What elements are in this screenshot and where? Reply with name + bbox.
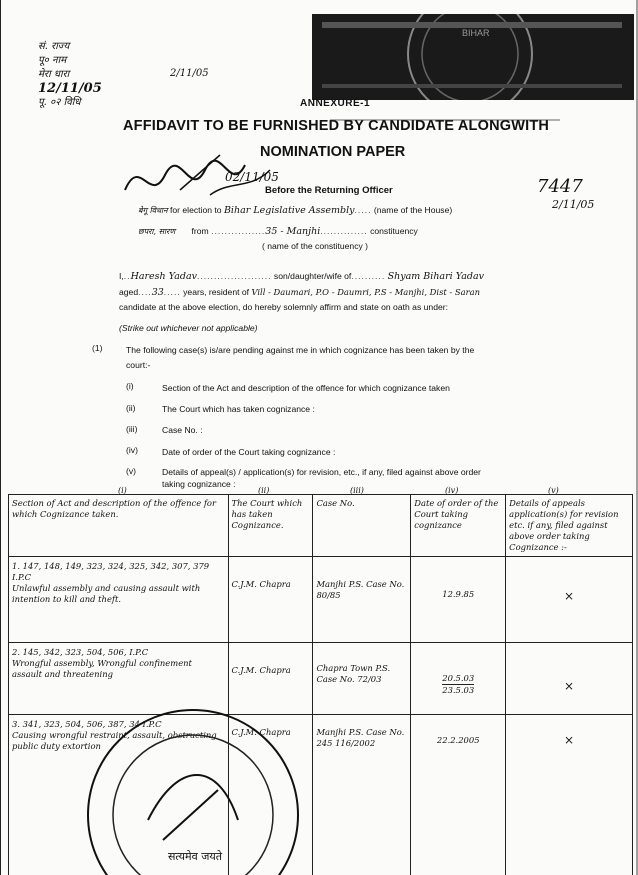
signature-date: 02/11/05	[225, 170, 279, 184]
col-number: (iii)	[350, 486, 364, 495]
left-top-date: 2/11/05	[170, 68, 209, 79]
house-suffix: (name of the House)	[373, 205, 453, 215]
court-cell: C.J.M. Chapra	[228, 557, 313, 643]
header-cell: Case No.	[313, 495, 411, 557]
house-value: Bihar Legislative Assembly	[223, 205, 355, 216]
deponent-name-line: I,..Haresh Yadav...................... son/daughter/wife of.......... Shyam Bihari Yadav	[119, 271, 485, 282]
clause-item-num: (i)	[126, 381, 134, 391]
court-cell: C.J.M. Chapra	[228, 643, 313, 715]
document-title: AFFIDAVIT TO BE FURNISHED BY CANDIDATE ALONGWITH	[123, 118, 550, 134]
left-note-line: मेरा धारा	[38, 69, 70, 80]
header-cell: The Court which has taken Cognizance.	[228, 495, 313, 557]
header-cell: Date of order of the Court taking cognizance	[411, 495, 506, 557]
header-cell: Details of appeals application(s) for revision etc. if any, filed against above order taking Cognizance :-	[506, 495, 633, 557]
clause-item-text: Section of the Act and description of the offence for which cognizance taken	[162, 383, 450, 393]
date-cell	[411, 643, 506, 715]
clause-item-text: Date of order of the Court taking cognizance :	[162, 447, 336, 457]
table-header-row	[9, 495, 633, 557]
table-row	[9, 557, 633, 643]
document-subtitle: NOMINATION PAPER	[260, 144, 406, 160]
date-cell: 22.2.2005	[411, 715, 506, 875]
residence-value: Vill - Daumari, P.O - Daumri, P.S - Manjhi, Dist - Saran	[251, 287, 481, 297]
date-text-2: 23.5.03	[442, 685, 475, 695]
from-label: from	[191, 226, 209, 236]
case-cell: Manjhi P.S. Case No. 245 116/2002	[313, 715, 411, 875]
left-note-line: सं. राज्य	[38, 41, 70, 52]
date-cell: 12.9.85	[411, 557, 506, 643]
years-label: years, resident of	[183, 287, 250, 297]
constituency-caption: ( name of the constituency )	[262, 241, 369, 251]
hindi-line2: छपरा, सारण	[138, 227, 176, 236]
strike-line: (Strike out whichever not applicable)	[119, 323, 258, 333]
details-cell: ×	[506, 643, 633, 715]
description-text: Unlawful assembly and causing assault with intention to kill and theft.	[12, 583, 201, 604]
constituency-value: 35 - Manjhi	[265, 226, 321, 237]
before-returning-officer: Before the Returning Officer	[265, 185, 393, 196]
section-text: 1. 147, 148, 149, 323, 324, 325, 342, 307, 379 I.P.C	[12, 561, 210, 582]
col-number: (iv)	[445, 486, 459, 495]
deponent-age-line: aged....33..... years, resident of Vill - Daumari, P.O - Daumri, P.S - Manjhi, Dist - Saran	[119, 287, 481, 298]
clause-item-text: Case No. :	[162, 425, 203, 435]
clause-text: The following case(s) is/are pending against me in which cognizance has been taken by the	[126, 345, 475, 355]
clause-item-num: (ii)	[126, 403, 136, 413]
name-value: Haresh Yadav	[130, 271, 197, 282]
col-number: (ii)	[258, 486, 270, 495]
section-text: 2. 145, 342, 323, 504, 506, I.P.C	[12, 647, 149, 657]
clause-text-2: court:-	[126, 360, 151, 370]
court-cell: C.J.M. Chapra	[228, 715, 313, 875]
left-note-line: 12/11/05	[38, 81, 102, 96]
header-cell: Section of Act and description of the offence for which Cognizance taken.	[9, 495, 229, 557]
constituency-line: छपरा, सारण from ................35 - Manjhi.............. constituency	[138, 226, 418, 237]
serial-number: 7447	[537, 176, 583, 197]
age-value: 33	[151, 287, 164, 298]
stamp-text: BIHAR	[462, 28, 490, 38]
col-number: (i)	[118, 486, 127, 495]
aged-label: aged	[119, 287, 139, 297]
parent-value: Shyam Bihari Yadav	[387, 271, 485, 282]
description-text: Wrongful assembly, Wrongful confinement assault and threatening	[12, 658, 192, 679]
for-election-label: for election to	[169, 205, 222, 215]
annexure-label: ANNEXURE-1	[300, 98, 371, 109]
clause-item-text: Details of appeal(s) / application(s) for revision, etc., if any, filed against above order	[162, 467, 481, 477]
left-notes	[38, 40, 102, 110]
case-cell: Chapra Town P.S. Case No. 72/03	[313, 643, 411, 715]
constituency-suffix: constituency	[370, 226, 418, 236]
clause-item-num: (iv)	[126, 445, 138, 455]
serial-date: 2/11/05	[552, 198, 595, 211]
i-label: I,	[119, 271, 124, 281]
description-text: Causing wrongful restraint, assault, obstructing public duty extortion	[12, 730, 217, 751]
election-line: बेगू विधान for election to Bihar Legislative Assembly..... (name of the House)	[138, 205, 453, 216]
clause-item-num: (iii)	[126, 424, 138, 434]
notary-seal-icon	[68, 700, 318, 875]
hindi-line1: बेगू विधान	[138, 206, 168, 215]
date-text: 20.5.03	[442, 673, 475, 683]
left-note-line: पू. ०२ विधि	[38, 97, 81, 108]
relation-label: son/daughter/wife of	[273, 271, 352, 281]
clause-item-text: The Court which has taken cognizance :	[162, 404, 315, 414]
clause-item-num: (v)	[126, 466, 137, 476]
details-cell: ×	[506, 557, 633, 643]
stamp-paper-block	[312, 14, 634, 100]
clause-item-text: taking cognizance :	[162, 479, 236, 489]
case-cell: Manjhi P.S. Case No. 80/85	[313, 557, 411, 643]
section-text: 3. 341, 323, 504, 506, 387, 34 I.P.C	[12, 719, 162, 729]
details-cell: ×	[506, 715, 633, 875]
stamp-emblem-icon	[312, 14, 634, 100]
clause-number: (1)	[92, 343, 103, 353]
left-note-line: पू० नाम	[38, 55, 67, 66]
section-cell	[9, 557, 229, 643]
candidate-line: candidate at the above election, do hereby solemnly affirm and state on oath as under:	[119, 302, 449, 312]
col-number: (v)	[548, 486, 559, 495]
seal-text: सत्यमेव जयते	[168, 850, 223, 863]
